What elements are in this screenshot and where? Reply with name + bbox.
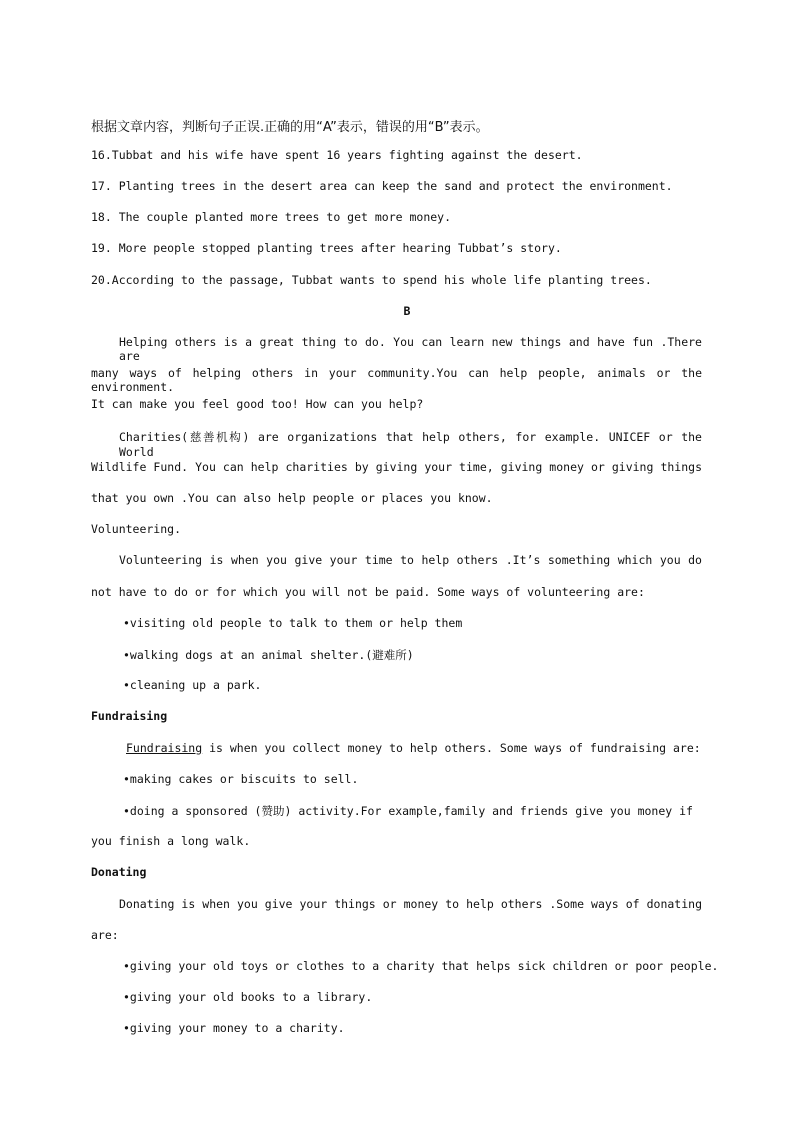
question-16: 16.Tubbat and his wife have spent 16 years fighting against the desert. [91,148,583,162]
volunteering-bullet-2: •walking dogs at an animal shelter.(避难所) [123,648,414,662]
fundraising-term: Fundraising [126,741,203,755]
donating-bullet-1: •giving your old toys or clothes to a charity that helps sick children or poor people. [123,959,719,973]
volunteering-line-2: not have to do or for which you will not be paid. Some ways of volunteering are: [91,585,645,599]
charities-line-2: Wildlife Fund. You can help charities by giving your time, giving money or giving things [91,460,702,474]
volunteering-bullet-1: •visiting old people to talk to them or help them [123,616,463,630]
intro-line-3: It can make you feel good too! How can you help? [91,397,424,411]
instruction-text: 根据文章内容，判断句子正误.正确的用“A”表示，错误的用“B”表示。 [91,120,489,135]
fundraising-bullet-2-cont: you finish a long walk. [91,834,251,848]
donating-line-2: are: [91,928,119,942]
donating-line-1: Donating is when you give your things or money to help others .Some ways of donating [119,897,702,911]
question-17: 17. Planting trees in the desert area can keep the sand and protect the environment. [91,179,673,193]
fundraising-line-1 [126,741,701,755]
donating-bullet-2: •giving your old books to a library. [123,990,373,1004]
donating-heading: Donating [91,865,147,879]
fundraising-heading: Fundraising [91,709,168,723]
charities-line-1: Charities(慈善机构) are organizations that help others, for example. UNICEF or the World [119,430,702,459]
donating-bullet-3: •giving your money to a charity. [123,1021,345,1035]
volunteering-line-1: Volunteering is when you give your time to help others .It’s something which you do [119,553,702,567]
fundraising-definition: is when you collect money to help others. Some ways of fundraising are: [202,741,701,755]
volunteering-bullet-3: •cleaning up a park. [123,678,262,692]
charities-line-3: that you own .You can also help people or places you know. [91,491,493,505]
question-20: 20.According to the passage, Tubbat wants to spend his whole life planting trees. [91,273,652,287]
intro-line-2: many ways of helping others in your community.You can help people, animals or the environment. [91,366,702,394]
volunteering-heading: Volunteering. [91,522,182,536]
section-letter: B [403,304,411,318]
question-18: 18. The couple planted more trees to get more money. [91,210,452,224]
intro-line-1: Helping others is a great thing to do. You can learn new things and have fun .There are [119,335,702,363]
fundraising-bullet-1: •making cakes or biscuits to sell. [123,772,359,786]
question-19: 19. More people stopped planting trees after hearing Tubbat’s story. [91,241,562,255]
fundraising-bullet-2: •doing a sponsored (赞助) activity.For example,family and friends give you money if [123,804,693,818]
